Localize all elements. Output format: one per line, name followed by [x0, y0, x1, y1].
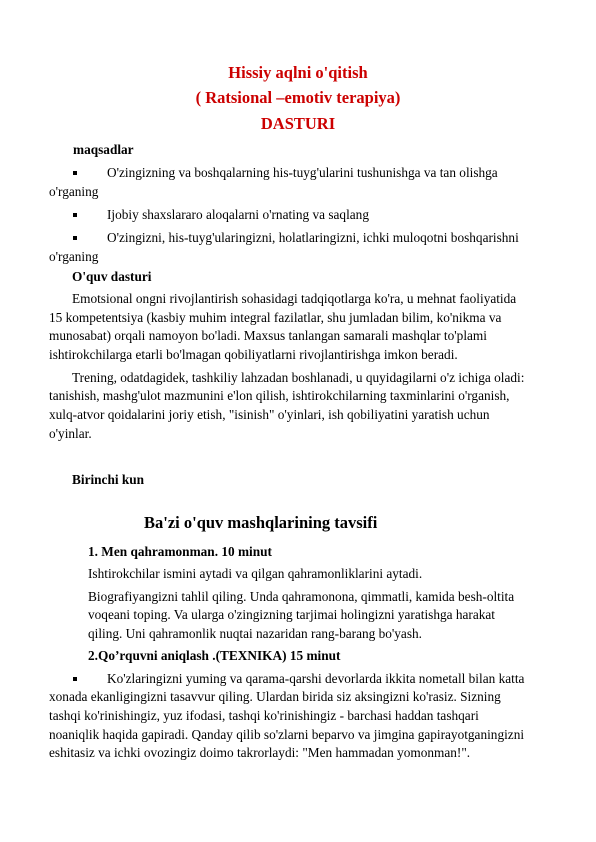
exercise1-para-line2: voqeani toping. Va ularga o'zingizning tarjimai holingizni yaratishga harakat	[88, 607, 495, 622]
exercise2-para-line5: eshitasiz va ichki ovozingiz doimo takrorlaydi: "Men hammadan yomonman!".	[49, 745, 471, 760]
goal-item-1-line2: o'rganing	[49, 184, 99, 199]
exercise2-para-line1: Ko'zlaringizni yuming va qarama-qarshi devorlarda ikkita nometall bilan katta	[107, 671, 525, 686]
doc-title-line2: ( Ratsional –emotiv terapiya)	[195, 88, 401, 107]
goal-item-3-line2: o'rganing	[49, 249, 99, 264]
doc-title-line1: Hissiy aqlni o'qitish	[228, 63, 368, 82]
bullet-icon	[73, 213, 77, 217]
bullet-icon	[73, 171, 77, 175]
program-heading: O'quv dasturi	[72, 269, 152, 284]
exercise2-para-line4: noaniqlik haqida gapiradi. Qanday qilib so'zlarni beparvo va jimgina gapirayotganingizni	[49, 727, 525, 742]
program-para1-line1: Emotsional ongni rivojlantirish sohasidagi tadqiqotlarga ko'ra, u mehnat faoliyatida	[72, 291, 517, 306]
exercise1-para-line3: qiling. Uni qahramonlik nuqtai nazaridan rang-barang bo'yash.	[88, 626, 422, 641]
goal-item-3-line1: O'zingizni, his-tuyg'ularingizni, holatlaringizni, ichki muloqotni boshqarishni	[107, 230, 519, 245]
exercise1-heading: 1. Men qahramonman. 10 minut	[88, 544, 272, 559]
program-para2-line1: Trening, odatdagidek, tashkiliy lahzadan boshlanadi, u quyidagilarni o'z ichiga oladi:	[72, 370, 525, 385]
program-para1-line3: munosabat) orqali namoyon bo'ladi. Maxsus tanlangan samarali mashqlar to'plami	[49, 328, 487, 343]
program-para2-line2: tanishish, mashg'ulot mazmunini e'lon qilish, ishtirokchilarning taxminlarini o'rganish,	[49, 388, 510, 403]
program-para1-line2: 15 kompetentsiya (kasbiy muhim integral fazilatlar, shu jumladan bilim, ko'nikma va	[49, 310, 502, 325]
goal-item-1-line1: O'zingizning va boshqalarning his-tuyg'ularini tushunishga va tan olishga	[107, 165, 498, 180]
exercises-heading: Ba'zi o'quv mashqlarining tavsifi	[144, 513, 378, 532]
exercise1-intro: Ishtirokchilar ismini aytadi va qilgan qahramonliklarini aytadi.	[88, 566, 423, 581]
exercise1-para-line1: Biografiyangizni tahlil qiling. Unda qahramonona, qimmatli, kamida besh-oltita	[88, 589, 515, 604]
goals-heading: maqsadlar	[73, 142, 134, 157]
program-para1-line4: ishtirokchilarga etarli bo'lmagan qobiliyatlarni rivojlantirishga imkon beradi.	[49, 347, 458, 362]
bullet-icon	[73, 677, 77, 681]
goal-item-2-line1: Ijobiy shaxslararo aloqalarni o'rnating va saqlang	[107, 207, 369, 222]
program-para2-line4: o'yinlar.	[49, 426, 92, 441]
exercise2-heading: 2.Qo’rquvni aniqlash .(TEXNIKA) 15 minut	[88, 648, 341, 663]
bullet-icon	[73, 236, 77, 240]
program-para2-line3: xulq-atvor qoidalarini joriy etish, "isinish" o'yinlari, ish qobiliyatini yaratish uchun	[49, 407, 490, 422]
day1-heading: Birinchi kun	[72, 472, 145, 487]
exercise2-para-line3: tashqi ko'rinishingiz, yuz ifodasi, tashqi ko'rinishingiz - barchasi haddan tashqari	[49, 708, 479, 723]
doc-title-line3: DASTURI	[260, 114, 336, 133]
exercise2-para-line2: xonada ekanligingizni tasavvur qiling. Ulardan birida siz aksingizni ko'rasiz. Sizning	[49, 689, 501, 704]
